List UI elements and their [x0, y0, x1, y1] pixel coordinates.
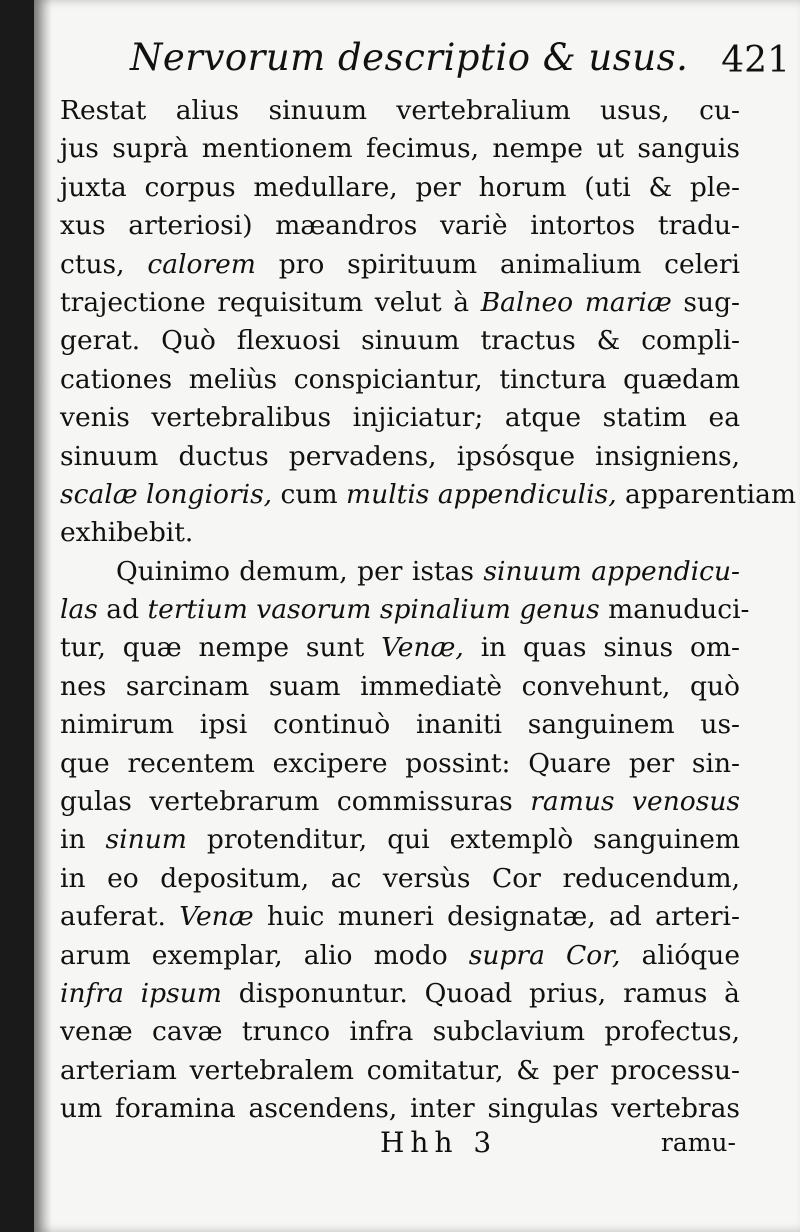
text-span: pro spirituum animalium celeri	[255, 248, 740, 280]
italic-text: sinuum appendicu-	[483, 555, 741, 587]
text-span: arteriam vertebralem comitatur, & per processu-	[60, 1054, 740, 1086]
text-span: huic muneri designatæ, ad arteri-	[253, 901, 740, 933]
text-line	[60, 668, 740, 706]
text-line	[60, 745, 740, 783]
text-span: Quinimo demum, per istas	[116, 555, 484, 587]
text-span: um foramina ascendens, inter singulas vertebras	[60, 1093, 740, 1125]
text-span: trajectione requisitum velut à	[60, 286, 481, 318]
text-span: auferat.	[60, 901, 180, 933]
text-span: in	[60, 824, 106, 856]
text-line	[60, 322, 740, 360]
text-span: cum	[272, 478, 346, 510]
text-span: sug-	[671, 286, 740, 318]
italic-text: las	[60, 594, 98, 626]
text-span: que recentem excipere possint: Quare per sin-	[60, 747, 740, 779]
running-head: Nervorum descriptio & usus.	[130, 36, 689, 79]
text-line	[60, 860, 740, 898]
italic-text: infra ipsum	[60, 977, 222, 1009]
text-span: venis vertebralibus injiciatur; atque statim ea	[60, 402, 740, 434]
italic-text: sinum	[105, 824, 187, 856]
text-span: exhibebit.	[60, 517, 194, 549]
text-line	[60, 783, 740, 821]
text-span: venæ cavæ trunco infra subclavium profectus,	[60, 1016, 740, 1048]
text-span: Restat alius sinuum vertebralium usus, cu-	[60, 95, 740, 126]
text-line	[60, 591, 750, 629]
text-span: arum exemplar, alio modo	[60, 939, 469, 971]
text-line	[60, 1090, 740, 1128]
page-footer	[34, 1126, 800, 1174]
text-span: jus suprà mentionem fecimus, nempe ut sanguis	[60, 133, 740, 165]
text-line	[60, 706, 740, 744]
text-line	[60, 207, 740, 245]
page-header	[130, 36, 790, 96]
text-span: manuduci-	[599, 594, 750, 626]
signature-mark: Hhh 3	[380, 1126, 498, 1159]
text-line	[60, 92, 740, 130]
text-span: gerat. Quò flexuosi sinuum tractus & compli-	[60, 325, 740, 357]
text-span: nes sarcinam suam immediatè convehunt, quò	[60, 670, 740, 702]
italic-text: calorem	[147, 248, 256, 280]
catchword: ramu-	[660, 1128, 736, 1157]
text-span: tur, quæ nempe sunt	[60, 632, 382, 664]
page-number: 421	[721, 40, 790, 81]
text-line	[60, 169, 740, 207]
body-text	[60, 92, 797, 1129]
text-span: apparentiam	[616, 478, 797, 510]
text-line	[60, 898, 740, 936]
text-line	[60, 975, 740, 1013]
italic-text: ramus venosus	[530, 786, 740, 818]
text-line	[60, 553, 740, 591]
text-span: alióque	[620, 939, 741, 971]
text-line	[60, 821, 740, 859]
text-span: disponuntur. Quoad prius, ramus à	[221, 977, 740, 1009]
italic-text: tertium vasorum spinalium genus	[147, 594, 600, 626]
text-span: in eo depositum, ac versùs Cor reducendum,	[60, 862, 740, 894]
text-span: in quas sinus om-	[463, 632, 740, 664]
text-span: nimirum ipsi continuò inaniti sanguinem us-	[60, 709, 740, 741]
book-page	[34, 0, 800, 1232]
italic-text: Venæ,	[381, 632, 464, 664]
text-line	[60, 284, 740, 322]
text-span: juxta corpus medullare, per horum (uti & ple-	[60, 171, 740, 203]
text-span: ctus,	[60, 248, 148, 280]
text-line	[60, 1013, 740, 1051]
text-span: protenditur, qui extemplò sanguinem	[186, 824, 741, 856]
text-span: gulas vertebrarum commissuras	[60, 786, 531, 818]
italic-text: multis appendiculis,	[346, 478, 617, 510]
text-line	[60, 1052, 740, 1090]
italic-text: supra Cor,	[468, 939, 621, 971]
text-span: xus arteriosi) mæandros variè intortos tradu-	[60, 210, 740, 242]
text-line	[60, 937, 740, 975]
text-line	[60, 361, 740, 399]
text-span: sinuum ductus pervadens, ipsósque insigniens,	[60, 440, 740, 472]
text-line	[60, 476, 797, 514]
text-line	[60, 629, 740, 667]
italic-text: Balneo mariæ	[480, 286, 672, 318]
italic-text: Venæ	[179, 901, 254, 933]
text-span: ad	[97, 594, 148, 626]
text-line	[60, 246, 740, 284]
text-line	[60, 130, 740, 168]
text-line	[60, 438, 740, 476]
italic-text: scalæ longioris,	[60, 478, 273, 510]
text-span: cationes meliùs conspiciantur, tinctura quædam	[60, 363, 740, 395]
text-line	[60, 514, 740, 552]
text-line	[60, 399, 740, 437]
